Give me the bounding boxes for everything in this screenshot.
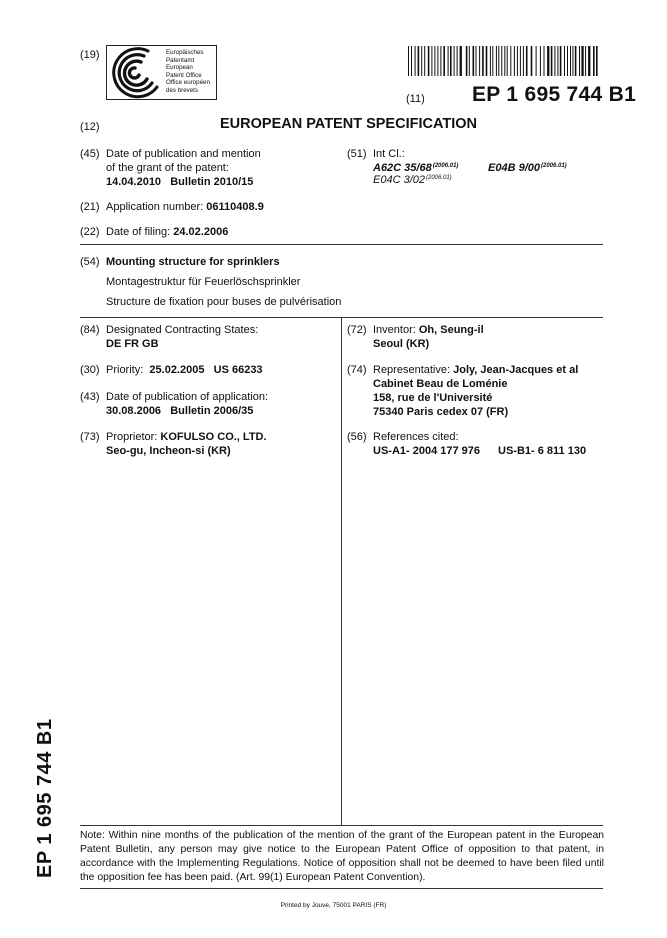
office-name-block — [166, 49, 210, 95]
barcode-bar — [469, 46, 470, 76]
designated-states: DE FR GB — [106, 338, 159, 350]
inid-code-30: (30) — [80, 364, 100, 376]
barcode-bar — [415, 46, 416, 76]
barcode-bar — [572, 46, 573, 76]
field-22-label: Date of filing: — [106, 226, 171, 238]
inventor-address: Seoul (KR) — [373, 338, 430, 350]
ipc-class-2-code: E04B 9/00 — [488, 162, 540, 174]
field-21-label: Application number: — [106, 201, 204, 213]
inid-code-21: (21) — [80, 201, 100, 213]
barcode-bar — [514, 46, 515, 76]
barcode-bar — [547, 46, 549, 76]
ipc-class-3 — [373, 171, 452, 187]
field-22 — [106, 225, 228, 239]
barcode-bar — [418, 46, 420, 76]
inid-code-43: (43) — [80, 391, 100, 403]
proprietor-name: KOFULSO CO., LTD. — [160, 431, 267, 443]
publication-number: EP 1 695 744 B1 — [472, 83, 637, 106]
inventor-name: Oh, Seung-il — [418, 324, 484, 336]
barcode-bar — [517, 46, 518, 76]
field-72-label: Inventor: — [373, 324, 416, 336]
field-56-label: References cited: — [373, 431, 459, 443]
barcode-bar — [434, 46, 435, 76]
barcode-bar — [536, 46, 537, 76]
field-56 — [373, 430, 586, 458]
barcode-bar — [466, 46, 468, 76]
barcode-bar — [540, 46, 541, 76]
barcode-bar — [585, 46, 586, 76]
inid-code-84: (84) — [80, 324, 100, 336]
barcode-bar — [479, 46, 480, 76]
office-name-en-2: Patent Office — [166, 71, 202, 79]
barcode-bar — [496, 46, 497, 76]
barcode-bar — [431, 46, 432, 76]
barcode-bar — [501, 46, 502, 76]
barcode-bar — [526, 46, 528, 76]
field-73 — [106, 430, 267, 458]
barcode-bar — [523, 46, 524, 76]
inid-code-54: (54) — [80, 256, 100, 268]
field-30-label: Priority: — [106, 364, 144, 376]
barcode-bar — [560, 46, 562, 76]
divider-footer — [80, 888, 603, 889]
barcode-bar — [520, 46, 521, 76]
barcode-bar — [498, 46, 499, 76]
field-43 — [106, 390, 268, 418]
barcode-bar — [421, 46, 422, 76]
representative-firm: Cabinet Beau de Loménie — [373, 378, 508, 390]
barcode-bar — [486, 46, 488, 76]
inid-code-19: (19) — [80, 49, 100, 61]
ipc-class-2 — [488, 159, 567, 175]
barcode-bar — [551, 46, 553, 76]
field-73-label: Proprietor: — [106, 431, 158, 443]
barcode-bar — [411, 46, 412, 76]
barcode-bar — [510, 46, 511, 76]
inid-code-56: (56) — [347, 431, 367, 443]
field-74 — [373, 363, 578, 419]
barcode-bar — [579, 46, 580, 76]
barcode-bar — [575, 46, 577, 76]
inid-code-12: (12) — [80, 121, 100, 133]
barcode-bar — [428, 46, 430, 76]
barcode-bar — [554, 46, 555, 76]
divider-top — [80, 244, 603, 245]
epo-logo-box — [106, 45, 217, 100]
barcode-bar — [408, 46, 409, 76]
document-title: EUROPEAN PATENT SPECIFICATION — [220, 116, 477, 132]
barcode-bar — [504, 46, 505, 76]
epo-logo-icon — [111, 47, 163, 99]
barcode — [408, 46, 598, 76]
reference-2: US-B1- 6 811 130 — [498, 445, 587, 457]
barcode-bar — [448, 46, 449, 76]
field-51-label: Int Cl.: — [373, 148, 405, 160]
office-name-de-1: Europäisches — [166, 49, 204, 56]
office-name-fr-2: des brevets — [166, 86, 198, 94]
field-30 — [106, 363, 263, 377]
field-43-label: Date of publication of application: — [106, 391, 269, 403]
filing-date: 24.02.2006 — [173, 226, 229, 238]
divider-bottom — [80, 825, 603, 826]
representative-name: Joly, Jean-Jacques et al — [453, 364, 579, 376]
barcode-bar — [490, 46, 491, 76]
barcode-bar — [557, 46, 558, 76]
opposition-note: Note: Within nine months of the publication of the mention of the grant of the European patent in the European Patent Bulletin, any person may give notice to the European Patent Office of opposition to that patent, in accordance with the Implementing Regulations. Notice of opposition shall not be deemed to have been filed until the opposition fee has been paid. (Art. 99(1) European Patent Convention). — [80, 830, 604, 883]
reference-1: US-A1- 2004 177 976 — [373, 445, 481, 457]
inid-code-51: (51) — [347, 148, 367, 160]
barcode-bar — [460, 46, 462, 76]
barcode-bar — [593, 46, 595, 76]
representative-street: 158, rue de l'Université — [373, 392, 493, 404]
field-74-label: Representative: — [373, 364, 451, 376]
priority-value: 25.02.2005 US 66233 — [149, 364, 263, 376]
barcode-bar — [443, 46, 445, 76]
barcode-bar — [440, 46, 441, 76]
application-number: 06110408.9 — [206, 201, 264, 213]
office-name-fr-1: Office européen — [166, 79, 210, 87]
ipc-class-3-version: (2006.01) — [425, 175, 452, 181]
barcode-bar — [473, 46, 475, 76]
barcode-bar — [492, 46, 493, 76]
ipc-class-1-version: (2006.01) — [432, 163, 459, 169]
barcode-bar — [544, 46, 545, 76]
ipc-class-3-code: E04C 3/02 — [373, 174, 425, 186]
field-45-label-1: Date of publication and mention — [106, 148, 261, 160]
side-publication-number: EP 1 695 744 B1 — [34, 718, 56, 878]
barcode-bar — [507, 46, 508, 76]
column-divider — [341, 317, 342, 825]
office-name-en-1: European — [166, 64, 193, 72]
barcode-bar — [570, 46, 571, 76]
barcode-bar — [482, 46, 484, 76]
title-english: Mounting structure for sprinklers — [106, 256, 280, 268]
field-45-value: 14.04.2010 Bulletin 2010/15 — [106, 176, 254, 188]
proprietor-address: Seo-gu, Incheon-si (KR) — [106, 445, 231, 457]
barcode-bar — [567, 46, 568, 76]
title-german: Montagestruktur für Feuerlöschsprinkler — [106, 276, 301, 288]
application-publication-date: 30.08.2006 Bulletin 2006/35 — [106, 405, 254, 417]
inid-code-45: (45) — [80, 148, 100, 160]
barcode-bar — [588, 46, 590, 76]
inid-code-72: (72) — [347, 324, 367, 336]
field-45 — [106, 147, 261, 189]
barcode-bar — [476, 46, 477, 76]
field-84 — [106, 323, 258, 351]
barcode-bar — [596, 46, 598, 76]
barcode-bar — [457, 46, 458, 76]
barcode-bar — [581, 46, 583, 76]
field-84-label: Designated Contracting States: — [106, 324, 259, 336]
barcode-bar — [454, 46, 455, 76]
barcode-bar — [437, 46, 438, 76]
printer-footer: Printed by Jouve, 75001 PARIS (FR) — [280, 902, 387, 909]
field-72 — [373, 323, 484, 351]
inid-code-22: (22) — [80, 226, 100, 238]
barcode-bar — [424, 46, 425, 76]
barcode-bar — [450, 46, 452, 76]
field-45-label-2: of the grant of the patent: — [106, 162, 229, 174]
office-name-de-2: Patentamt — [166, 56, 195, 64]
ipc-class-1-code: A62C 35/68 — [373, 162, 432, 174]
barcode-bar — [564, 46, 565, 76]
representative-city: 75340 Paris cedex 07 (FR) — [373, 406, 509, 418]
inid-code-74: (74) — [347, 364, 367, 376]
title-french: Structure de fixation pour buses de pulvérisation — [106, 296, 342, 308]
inid-code-11: (11) — [406, 93, 425, 105]
inid-code-73: (73) — [80, 431, 100, 443]
field-21 — [106, 200, 264, 214]
barcode-bar — [531, 46, 533, 76]
ipc-class-2-version: (2006.01) — [540, 163, 567, 169]
